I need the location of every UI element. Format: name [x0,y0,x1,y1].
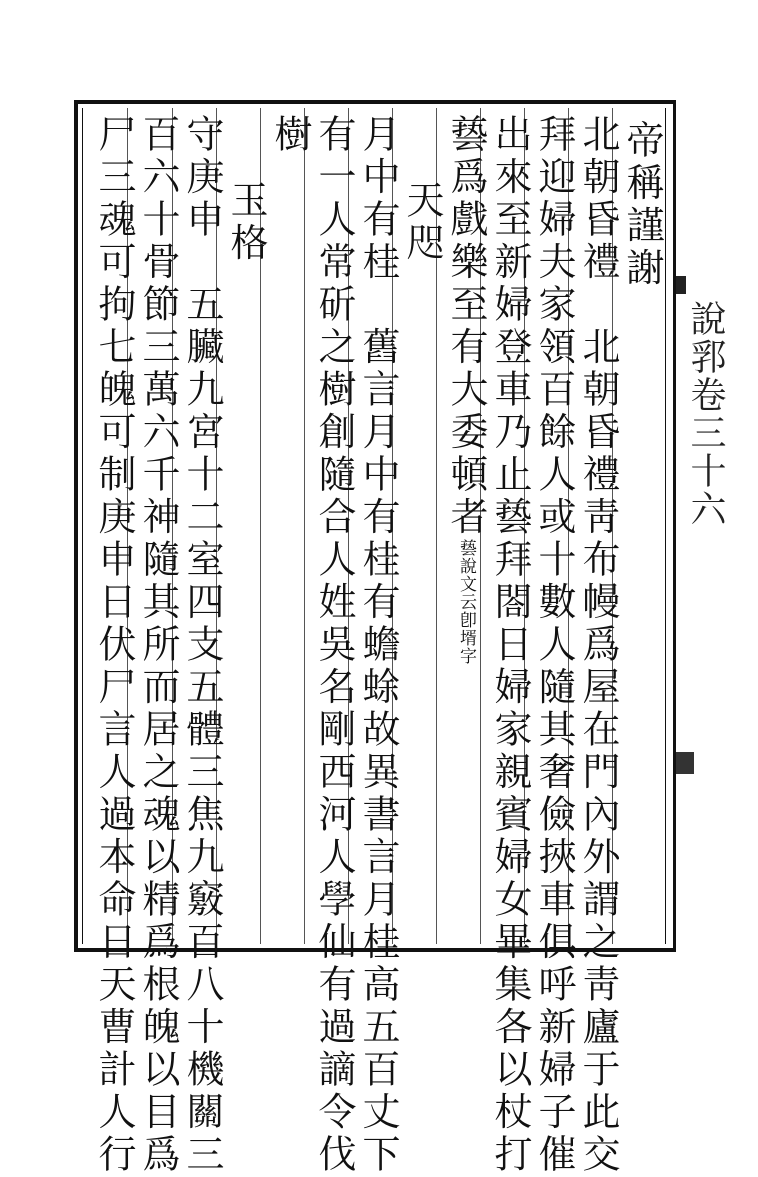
text-column: 北朝昏禮 北朝昏禮靑布幔爲屋在門內外謂之靑廬于此交 [576,114,620,1177]
margin-title: 說郛卷三十六 [685,300,726,528]
note-line-right: 兿說文云 [456,539,476,611]
note-line-left: 卽壻字 [456,611,476,665]
text-column: 拜迎婦夫家領百餘人或十數人隨其奢儉挾車俱呼新婦子催 [532,114,576,1177]
text-segment: 兿爲戲樂至有大委頓者 [444,114,488,539]
text-column: 出來至新婦登車乃止兿拜閤日婦家親賓婦女畢集各以杖打 [488,114,532,1177]
text-column: 守庚申 五臟九宮十二室四支五體三焦九竅百八十機關三 [180,114,224,1177]
section-heading: 玉格 [224,180,268,265]
fish-tail-mark [676,752,694,774]
text-column-with-note [442,114,490,939]
text-column: 百六十骨節三萬六千神隨其所而居之魂以精爲根魄以目爲 [136,114,180,1177]
section-heading: 天咫 [400,180,444,265]
text-column: 尸三魂可拘七魄可制庚申日伏尸言人過本命日天曹計人行 [92,114,136,1177]
text-column: 有一人常斫之樹創隨合人姓吳名剛西河人學仙有過謫令伐 [312,114,356,1177]
text-column: 月中有桂 舊言月中有桂有蟾蜍故異書言月桂高五百丈下 [356,114,400,1177]
interlinear-note [442,539,490,665]
margin-mark [676,276,686,294]
text-column: 樹 [268,114,312,157]
text-column-heading: 帝稱謹謝 [620,120,664,290]
